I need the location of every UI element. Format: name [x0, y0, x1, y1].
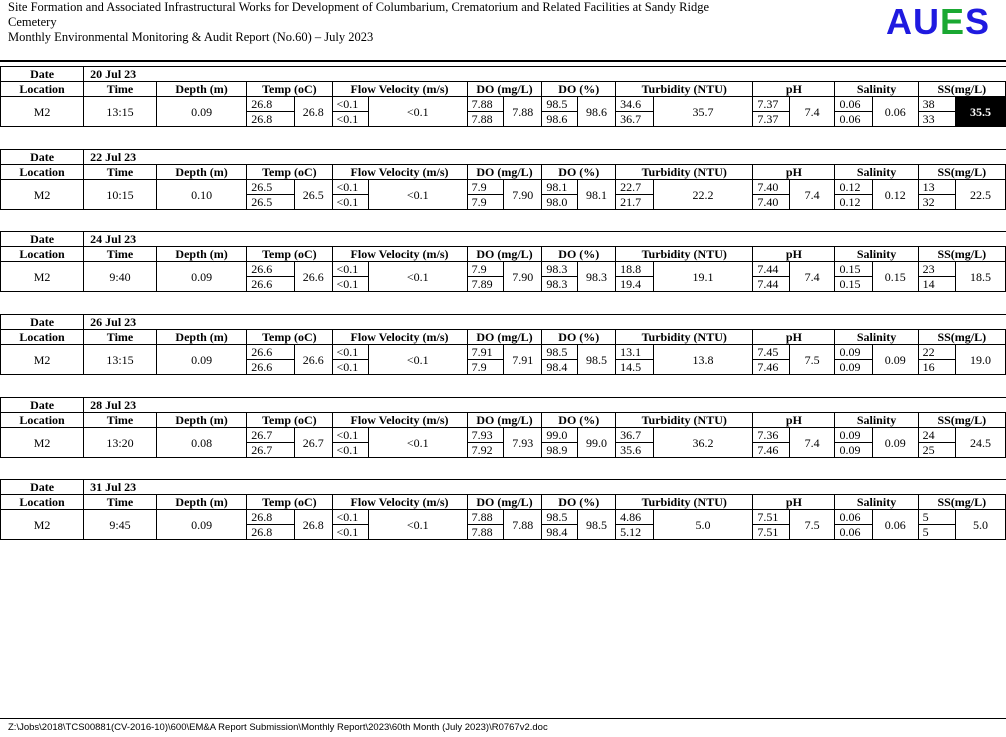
ss-average: 24.5 — [956, 428, 1006, 458]
temp-reading-1: 26.6 — [247, 345, 295, 360]
location-header: Location — [1, 82, 84, 97]
flow-velocity-header: Flow Velocity (m/s) — [332, 82, 467, 97]
do_pct-reading-2: 98.4 — [542, 525, 577, 540]
temp-reading-1: 26.7 — [247, 428, 295, 443]
monitoring-table — [0, 66, 1006, 127]
ph-reading-1: 7.45 — [753, 345, 789, 360]
ph-reading-1: 7.37 — [753, 97, 789, 112]
monitoring-table — [0, 314, 1006, 375]
turbidity-header: Turbidity (NTU) — [616, 82, 753, 97]
do_pct-reading-2: 98.0 — [542, 195, 577, 210]
time-header: Time — [84, 413, 157, 428]
sal-reading-2: 0.12 — [835, 195, 872, 210]
monitoring-table — [0, 149, 1006, 210]
do_mgl-average: 7.88 — [503, 510, 541, 540]
time-header: Time — [84, 495, 157, 510]
do_mgl-reading-1: 7.93 — [467, 428, 503, 443]
temp-average: 26.8 — [295, 97, 332, 127]
do-percent-header: DO (%) — [542, 495, 616, 510]
header-row — [1, 413, 1006, 428]
reading-row-1 — [1, 510, 1006, 525]
ph-reading-2: 7.37 — [753, 112, 789, 127]
date-value: 31 Jul 23 — [84, 480, 295, 495]
temp-header: Temp (oC) — [247, 247, 332, 262]
ph-reading-1: 7.36 — [753, 428, 789, 443]
location-header: Location — [1, 495, 84, 510]
temp-reading-2: 26.6 — [247, 360, 295, 375]
sal-average: 0.06 — [872, 510, 918, 540]
turb-average: 22.2 — [653, 180, 753, 210]
date-row-filler — [295, 232, 1006, 247]
flow-reading-2: <0.1 — [332, 525, 368, 540]
header-row — [1, 495, 1006, 510]
flow-average: <0.1 — [368, 345, 467, 375]
logo-letter-e: E — [939, 1, 965, 42]
date-row — [1, 232, 1006, 247]
flow-reading-2: <0.1 — [332, 195, 368, 210]
flow-velocity-header: Flow Velocity (m/s) — [332, 165, 467, 180]
ph-header: pH — [753, 247, 835, 262]
turbidity-header: Turbidity (NTU) — [616, 330, 753, 345]
monitoring-table — [0, 397, 1006, 458]
monitoring-table — [0, 231, 1006, 292]
flow-reading-1: <0.1 — [332, 180, 368, 195]
do_pct-reading-1: 98.3 — [542, 262, 577, 277]
date-value: 28 Jul 23 — [84, 398, 295, 413]
location-value: M2 — [1, 428, 84, 458]
ph-reading-2: 7.44 — [753, 277, 789, 292]
salinity-header: Salinity — [835, 413, 918, 428]
turb-average: 13.8 — [653, 345, 753, 375]
date-row-filler — [295, 150, 1006, 165]
temp-average: 26.6 — [295, 262, 332, 292]
ph-reading-2: 7.46 — [753, 443, 789, 458]
sal-reading-2: 0.15 — [835, 277, 872, 292]
turb-reading-1: 34.6 — [616, 97, 653, 112]
sal-reading-1: 0.15 — [835, 262, 872, 277]
ss-reading-2: 5 — [918, 525, 955, 540]
do_mgl-reading-2: 7.9 — [467, 195, 503, 210]
sal-reading-1: 0.09 — [835, 345, 872, 360]
date-label: Date — [1, 150, 84, 165]
temp-header: Temp (oC) — [247, 82, 332, 97]
do_mgl-reading-1: 7.9 — [467, 180, 503, 195]
ss-average: 5.0 — [956, 510, 1006, 540]
monitoring-block — [0, 314, 1006, 374]
location-header: Location — [1, 413, 84, 428]
flow-reading-1: <0.1 — [332, 262, 368, 277]
do-percent-header: DO (%) — [542, 247, 616, 262]
depth-header: Depth (m) — [156, 82, 246, 97]
ss-header: SS(mg/L) — [918, 82, 1005, 97]
do-mgl-header: DO (mg/L) — [467, 330, 542, 345]
do_pct-reading-1: 98.5 — [542, 97, 577, 112]
turb-reading-1: 18.8 — [616, 262, 653, 277]
ss-header: SS(mg/L) — [918, 495, 1005, 510]
do-percent-header: DO (%) — [542, 82, 616, 97]
date-value: 26 Jul 23 — [84, 315, 295, 330]
do_pct-reading-2: 98.9 — [542, 443, 577, 458]
ss-reading-1: 13 — [918, 180, 955, 195]
do_pct-average: 98.1 — [577, 180, 615, 210]
ss-average: 35.5 — [956, 97, 1006, 127]
do-mgl-header: DO (mg/L) — [467, 82, 542, 97]
turb-reading-1: 4.86 — [616, 510, 653, 525]
do_mgl-reading-1: 7.9 — [467, 262, 503, 277]
ph-reading-2: 7.51 — [753, 525, 789, 540]
turb-reading-2: 19.4 — [616, 277, 653, 292]
ph-reading-2: 7.40 — [753, 195, 789, 210]
turb-reading-2: 36.7 — [616, 112, 653, 127]
temp-reading-2: 26.8 — [247, 112, 295, 127]
turb-reading-2: 21.7 — [616, 195, 653, 210]
do_mgl-reading-1: 7.88 — [467, 97, 503, 112]
time-value: 13:20 — [84, 428, 157, 458]
ph-header: pH — [753, 330, 835, 345]
ss-reading-2: 32 — [918, 195, 955, 210]
do_mgl-average: 7.91 — [503, 345, 541, 375]
do_mgl-reading-2: 7.9 — [467, 360, 503, 375]
sal-average: 0.09 — [872, 428, 918, 458]
ss-reading-1: 23 — [918, 262, 955, 277]
ph-average: 7.5 — [789, 510, 835, 540]
turb-reading-2: 14.5 — [616, 360, 653, 375]
location-header: Location — [1, 247, 84, 262]
flow-reading-1: <0.1 — [332, 345, 368, 360]
depth-header: Depth (m) — [156, 247, 246, 262]
date-row-filler — [295, 315, 1006, 330]
time-value: 9:45 — [84, 510, 157, 540]
do_pct-average: 99.0 — [577, 428, 615, 458]
turbidity-header: Turbidity (NTU) — [616, 247, 753, 262]
do_pct-reading-1: 98.5 — [542, 510, 577, 525]
turb-average: 19.1 — [653, 262, 753, 292]
sal-reading-1: 0.12 — [835, 180, 872, 195]
date-row-filler — [295, 398, 1006, 413]
turb-reading-2: 5.12 — [616, 525, 653, 540]
time-header: Time — [84, 330, 157, 345]
flow-average: <0.1 — [368, 262, 467, 292]
sal-average: 0.09 — [872, 345, 918, 375]
do-mgl-header: DO (mg/L) — [467, 413, 542, 428]
do-percent-header: DO (%) — [542, 165, 616, 180]
date-value: 22 Jul 23 — [84, 150, 295, 165]
ph-average: 7.4 — [789, 428, 835, 458]
do_pct-average: 98.6 — [577, 97, 615, 127]
turb-average: 36.2 — [653, 428, 753, 458]
reading-row-1 — [1, 428, 1006, 443]
do_pct-reading-1: 99.0 — [542, 428, 577, 443]
temp-header: Temp (oC) — [247, 495, 332, 510]
ss-reading-2: 16 — [918, 360, 955, 375]
time-value: 13:15 — [84, 345, 157, 375]
do_mgl-reading-2: 7.92 — [467, 443, 503, 458]
depth-header: Depth (m) — [156, 165, 246, 180]
header-row — [1, 247, 1006, 262]
sal-reading-2: 0.06 — [835, 112, 872, 127]
date-row — [1, 398, 1006, 413]
turb-reading-1: 13.1 — [616, 345, 653, 360]
temp-reading-2: 26.7 — [247, 443, 295, 458]
do_mgl-reading-2: 7.89 — [467, 277, 503, 292]
time-value: 9:40 — [84, 262, 157, 292]
ss-reading-1: 38 — [918, 97, 955, 112]
aues-logo — [885, 1, 990, 42]
reading-row-1 — [1, 97, 1006, 112]
sal-reading-2: 0.09 — [835, 443, 872, 458]
do_mgl-reading-2: 7.88 — [467, 525, 503, 540]
time-value: 13:15 — [84, 97, 157, 127]
flow-average: <0.1 — [368, 180, 467, 210]
do_pct-reading-2: 98.6 — [542, 112, 577, 127]
sal-reading-1: 0.06 — [835, 510, 872, 525]
monitoring-table — [0, 479, 1006, 540]
salinity-header: Salinity — [835, 165, 918, 180]
flow-velocity-header: Flow Velocity (m/s) — [332, 413, 467, 428]
salinity-header: Salinity — [835, 495, 918, 510]
flow-reading-2: <0.1 — [332, 360, 368, 375]
time-header: Time — [84, 247, 157, 262]
sal-average: 0.15 — [872, 262, 918, 292]
ph-header: pH — [753, 413, 835, 428]
flow-reading-2: <0.1 — [332, 277, 368, 292]
do-percent-header: DO (%) — [542, 413, 616, 428]
temp-header: Temp (oC) — [247, 165, 332, 180]
monitoring-block — [0, 479, 1006, 539]
date-row — [1, 67, 1006, 82]
do_pct-reading-2: 98.3 — [542, 277, 577, 292]
ph-reading-1: 7.40 — [753, 180, 789, 195]
logo-letter-a: A — [885, 1, 913, 42]
time-header: Time — [84, 165, 157, 180]
location-value: M2 — [1, 345, 84, 375]
location-value: M2 — [1, 262, 84, 292]
depth-value: 0.09 — [156, 510, 246, 540]
ph-average: 7.4 — [789, 97, 835, 127]
temp-average: 26.5 — [295, 180, 332, 210]
date-row — [1, 480, 1006, 495]
header-rule — [0, 60, 1006, 62]
ss-reading-1: 5 — [918, 510, 955, 525]
temp-header: Temp (oC) — [247, 330, 332, 345]
do_pct-reading-1: 98.5 — [542, 345, 577, 360]
time-header: Time — [84, 82, 157, 97]
do_pct-average: 98.3 — [577, 262, 615, 292]
flow-average: <0.1 — [368, 97, 467, 127]
logo-letter-u: U — [912, 1, 940, 42]
temp-reading-2: 26.8 — [247, 525, 295, 540]
salinity-header: Salinity — [835, 247, 918, 262]
depth-header: Depth (m) — [156, 330, 246, 345]
date-row-filler — [295, 480, 1006, 495]
sal-average: 0.06 — [872, 97, 918, 127]
flow-reading-2: <0.1 — [332, 112, 368, 127]
do_pct-reading-1: 98.1 — [542, 180, 577, 195]
ph-average: 7.4 — [789, 180, 835, 210]
temp-reading-2: 26.5 — [247, 195, 295, 210]
do_mgl-reading-1: 7.91 — [467, 345, 503, 360]
ss-header: SS(mg/L) — [918, 413, 1005, 428]
temp-reading-1: 26.5 — [247, 180, 295, 195]
footer-file-path: Z:\Jobs\2018\TCS00881(CV-2016-10)\600\EM&A Report Submission\Monthly Report\2023\60th Month (July 2023)\R0767v2.doc — [8, 722, 548, 733]
monitoring-block — [0, 397, 1006, 457]
monitoring-block — [0, 149, 1006, 209]
depth-value: 0.09 — [156, 262, 246, 292]
ss-average: 19.0 — [956, 345, 1006, 375]
depth-header: Depth (m) — [156, 413, 246, 428]
temp-reading-1: 26.6 — [247, 262, 295, 277]
date-label: Date — [1, 398, 84, 413]
header-row — [1, 82, 1006, 97]
depth-header: Depth (m) — [156, 495, 246, 510]
do_pct-average: 98.5 — [577, 345, 615, 375]
reading-row-1 — [1, 180, 1006, 195]
date-row-filler — [295, 67, 1006, 82]
flow-reading-1: <0.1 — [332, 510, 368, 525]
do-mgl-header: DO (mg/L) — [467, 495, 542, 510]
footer-rule — [0, 718, 1006, 719]
location-header: Location — [1, 330, 84, 345]
salinity-header: Salinity — [835, 82, 918, 97]
ss-header: SS(mg/L) — [918, 165, 1005, 180]
turb-average: 5.0 — [653, 510, 753, 540]
ph-reading-2: 7.46 — [753, 360, 789, 375]
location-header: Location — [1, 165, 84, 180]
temp-average: 26.7 — [295, 428, 332, 458]
turb-average: 35.7 — [653, 97, 753, 127]
salinity-header: Salinity — [835, 330, 918, 345]
location-value: M2 — [1, 180, 84, 210]
turb-reading-2: 35.6 — [616, 443, 653, 458]
temp-reading-1: 26.8 — [247, 97, 295, 112]
sal-average: 0.12 — [872, 180, 918, 210]
ph-header: pH — [753, 82, 835, 97]
ph-average: 7.4 — [789, 262, 835, 292]
ph-header: pH — [753, 165, 835, 180]
do_pct-average: 98.5 — [577, 510, 615, 540]
report-header — [8, 0, 998, 49]
logo-letter-s: S — [964, 1, 990, 42]
sal-reading-2: 0.06 — [835, 525, 872, 540]
flow-reading-2: <0.1 — [332, 443, 368, 458]
header-title-line-1: Site Formation and Associated Infrastructural Works for Development of Columbarium, Crematorium and Related Facilities at Sandy Ridge — [8, 0, 710, 14]
reading-row-1 — [1, 345, 1006, 360]
ph-reading-1: 7.51 — [753, 510, 789, 525]
monitoring-block — [0, 231, 1006, 291]
ss-reading-2: 25 — [918, 443, 955, 458]
temp-reading-1: 26.8 — [247, 510, 295, 525]
date-row — [1, 315, 1006, 330]
depth-value: 0.10 — [156, 180, 246, 210]
sal-reading-2: 0.09 — [835, 360, 872, 375]
date-value: 24 Jul 23 — [84, 232, 295, 247]
do_mgl-average: 7.90 — [503, 262, 541, 292]
depth-value: 0.09 — [156, 345, 246, 375]
do_mgl-average: 7.88 — [503, 97, 541, 127]
do-mgl-header: DO (mg/L) — [467, 247, 542, 262]
do-percent-header: DO (%) — [542, 330, 616, 345]
ss-reading-2: 14 — [918, 277, 955, 292]
do_mgl-average: 7.93 — [503, 428, 541, 458]
temp-reading-2: 26.6 — [247, 277, 295, 292]
sal-reading-1: 0.06 — [835, 97, 872, 112]
turbidity-header: Turbidity (NTU) — [616, 413, 753, 428]
location-value: M2 — [1, 510, 84, 540]
flow-reading-1: <0.1 — [332, 428, 368, 443]
temp-average: 26.8 — [295, 510, 332, 540]
flow-velocity-header: Flow Velocity (m/s) — [332, 330, 467, 345]
header-subtitle: Monthly Environmental Monitoring & Audit Report (No.60) – July 2023 — [8, 30, 374, 44]
flow-velocity-header: Flow Velocity (m/s) — [332, 495, 467, 510]
time-value: 10:15 — [84, 180, 157, 210]
turb-reading-1: 36.7 — [616, 428, 653, 443]
flow-average: <0.1 — [368, 428, 467, 458]
turbidity-header: Turbidity (NTU) — [616, 495, 753, 510]
header-row — [1, 165, 1006, 180]
ph-header: pH — [753, 495, 835, 510]
date-value: 20 Jul 23 — [84, 67, 295, 82]
temp-average: 26.6 — [295, 345, 332, 375]
header-row — [1, 330, 1006, 345]
date-label: Date — [1, 232, 84, 247]
ss-header: SS(mg/L) — [918, 247, 1005, 262]
ss-reading-1: 24 — [918, 428, 955, 443]
date-row — [1, 150, 1006, 165]
monitoring-block — [0, 66, 1006, 126]
sal-reading-1: 0.09 — [835, 428, 872, 443]
location-value: M2 — [1, 97, 84, 127]
turbidity-header: Turbidity (NTU) — [616, 165, 753, 180]
date-label: Date — [1, 67, 84, 82]
do-mgl-header: DO (mg/L) — [467, 165, 542, 180]
ph-average: 7.5 — [789, 345, 835, 375]
flow-velocity-header: Flow Velocity (m/s) — [332, 247, 467, 262]
date-label: Date — [1, 480, 84, 495]
date-label: Date — [1, 315, 84, 330]
do_mgl-reading-2: 7.88 — [467, 112, 503, 127]
ss-average: 18.5 — [956, 262, 1006, 292]
depth-value: 0.08 — [156, 428, 246, 458]
reading-row-1 — [1, 262, 1006, 277]
flow-average: <0.1 — [368, 510, 467, 540]
ss-average: 22.5 — [956, 180, 1006, 210]
ph-reading-1: 7.44 — [753, 262, 789, 277]
ss-reading-2: 33 — [918, 112, 955, 127]
do_pct-reading-2: 98.4 — [542, 360, 577, 375]
turb-reading-1: 22.7 — [616, 180, 653, 195]
flow-reading-1: <0.1 — [332, 97, 368, 112]
ss-header: SS(mg/L) — [918, 330, 1005, 345]
ss-reading-1: 22 — [918, 345, 955, 360]
do_mgl-average: 7.90 — [503, 180, 541, 210]
temp-header: Temp (oC) — [247, 413, 332, 428]
depth-value: 0.09 — [156, 97, 246, 127]
header-title-line-2: Cemetery — [8, 15, 57, 29]
do_mgl-reading-1: 7.88 — [467, 510, 503, 525]
